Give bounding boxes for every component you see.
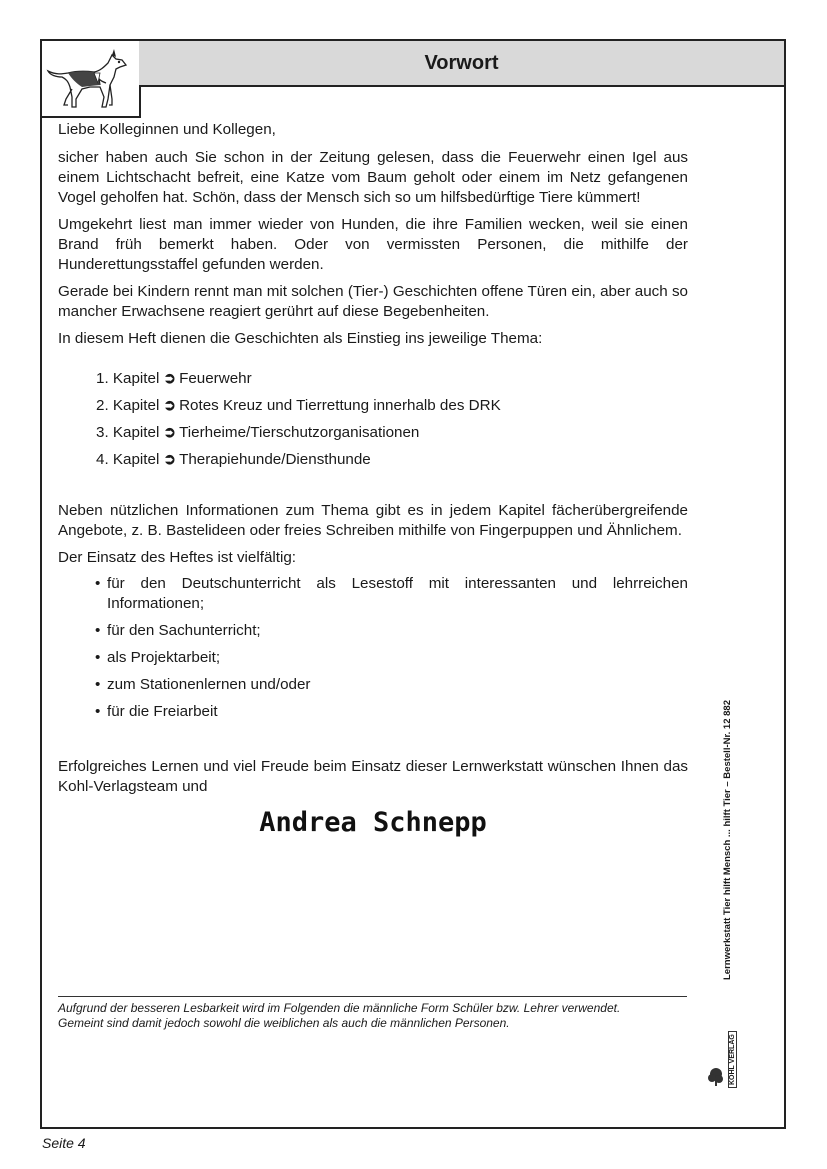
- letter-body: [58, 120, 688, 838]
- footnote-line: Aufgrund der besseren Lesbarkeit wird im Folgenden die männliche Form Schüler bzw. Lehrer verwendet.: [58, 1001, 621, 1015]
- chapter-label: 2. Kapitel: [96, 397, 160, 414]
- closing: Erfolgreiches Lernen und viel Freude beim Einsatz dieser Lernwerkstatt wünschen Ihnen das Kohl-Verlagsteam und: [58, 758, 688, 795]
- list-item: • zum Stationenlernen und/oder: [95, 675, 688, 695]
- list-item: • als Projektarbeit;: [95, 648, 688, 668]
- page-title: Vorwort: [139, 41, 784, 87]
- chapter-item: [96, 423, 688, 450]
- arrow-right-icon: ➲: [163, 397, 177, 414]
- logo-text: KOHL VERLAG: [728, 1031, 737, 1088]
- page-number: Seite 4: [42, 1135, 86, 1151]
- usage-list: [95, 574, 688, 722]
- chapter-topic: Feuerwehr: [179, 370, 252, 387]
- chapter-list: [96, 369, 688, 477]
- arrow-right-icon: ➲: [163, 451, 177, 468]
- tree-icon: [704, 1048, 744, 1088]
- paragraph: Neben nützlichen Informationen zum Thema gibt es in jedem Kapitel fächerübergreifende Angebote, z. B. Bastelideen oder freies Schreiben mithilfe von Fingerpuppen und Ähnlichem.: [58, 502, 688, 539]
- chapter-item: [96, 450, 688, 477]
- greeting: Liebe Kolleginnen und Kollegen,: [58, 121, 276, 138]
- footnote-line: Gemeint sind damit jedoch sowohl die weiblichen als auch die männlichen Personen.: [58, 1016, 510, 1030]
- sidebar-imprint: [712, 700, 744, 1030]
- chapter-topic: Therapiehunde/Diensthunde: [179, 451, 371, 468]
- paragraph: Gerade bei Kindern rennt man mit solchen (Tier-) Geschichten offene Türen ein, aber auch so mancher Erwachsene reagiert gerührt auf diese Begebenheiten.: [58, 283, 688, 320]
- signature: Andrea Schnepp: [259, 807, 487, 838]
- chapter-item: [96, 369, 688, 396]
- list-item: • für den Deutschunterricht als Lesestoff mit interessanten und lehrreichen Informationen;: [95, 574, 688, 614]
- chapter-topic: Tierheime/Tierschutzorganisationen: [179, 424, 420, 441]
- header-illustration: [42, 41, 141, 118]
- series-order-number: Lernwerkstatt Tier hilft Mensch ... hilft Tier – Bestell-Nr. 12 882: [722, 700, 733, 980]
- chapter-label: 4. Kapitel: [96, 451, 160, 468]
- paragraph: Der Einsatz des Heftes ist vielfältig:: [58, 549, 297, 566]
- chapter-topic: Rotes Kreuz und Tierrettung innerhalb des DRK: [179, 397, 501, 414]
- paragraph: sicher haben auch Sie schon in der Zeitung gelesen, dass die Feuerwehr einen Igel aus einem Lichtschacht befreit, eine Katze vom Baum geholt oder einem im Netz gefangenen Vogel geholfen hat. Schön, dass der Mensch sich so um hilfsbedürftige Tiere kümmert!: [58, 149, 688, 206]
- chapter-label: 1. Kapitel: [96, 370, 160, 387]
- footnote: [58, 996, 687, 1031]
- list-item: • für die Freiarbeit: [95, 702, 688, 722]
- arrow-right-icon: ➲: [163, 424, 177, 441]
- chapter-item: [96, 396, 688, 423]
- list-item: • für den Sachunterricht;: [95, 621, 688, 641]
- paragraph: In diesem Heft dienen die Geschichten als Einstieg ins jeweilige Thema:: [58, 330, 543, 347]
- paragraph: Umgekehrt liest man immer wieder von Hunden, die ihre Familien wecken, weil sie einen Brand früh bemerkt haben. Oder von vermissten Personen, die mithilfe der Hunderettungsstaffel gefunden werden.: [58, 216, 688, 273]
- arrow-right-icon: ➲: [163, 370, 177, 387]
- chapter-label: 3. Kapitel: [96, 424, 160, 441]
- publisher-logo: [704, 1034, 744, 1088]
- german-shepherd-dog-icon: [42, 41, 139, 116]
